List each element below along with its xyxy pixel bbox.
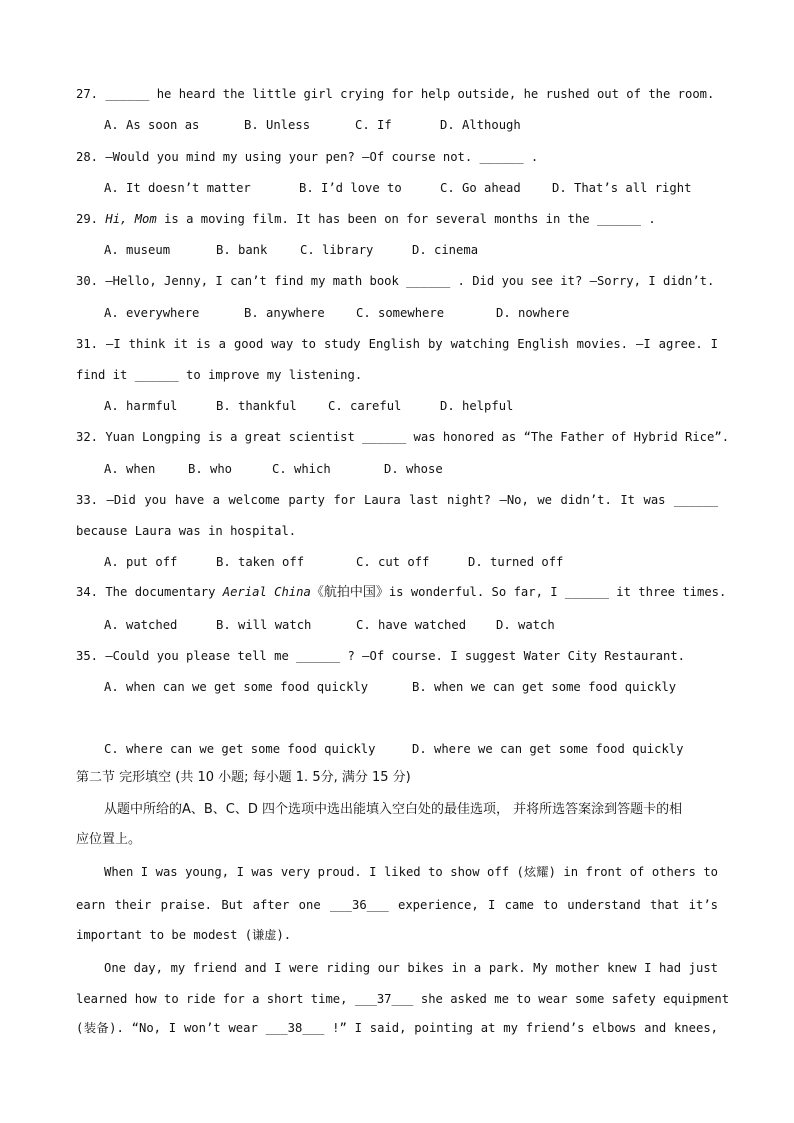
q30-option-d: D. nowhere xyxy=(496,306,570,320)
q34-option-b: B. will watch xyxy=(216,618,312,632)
q34-rest: is wonderful. So far, I ______ it three times. xyxy=(388,585,727,599)
q29-option-d: D. cinema xyxy=(412,243,479,257)
section-2-title: 第二节 完形填空 (共 10 小题; 每小题 1. 5分, 满分 15 分) xyxy=(76,770,411,785)
q35-option-c: C. where can we get some food quickly xyxy=(104,742,376,756)
question-27-stem: 27. ______ he heard the little girl crying for help outside, he rushed out of the room. xyxy=(76,87,715,101)
question-29-stem xyxy=(76,211,656,227)
q34-doc-title: Aerial China xyxy=(222,585,311,599)
q27-option-b: B. Unless xyxy=(244,118,311,132)
q29-option-a: A. museum xyxy=(104,243,171,257)
q28-option-a: A. It doesn’t matter xyxy=(104,181,251,195)
q27-option-a: A. As soon as xyxy=(104,118,200,132)
question-33-stem-line2: because Laura was in hospital. xyxy=(76,524,297,538)
question-33-stem-line1: 33. —Did you have a welcome party for Laura last night? —No, we didn’t. It was ______ xyxy=(76,493,718,507)
q30-option-c: C. somewhere xyxy=(356,306,445,320)
question-31-stem-line1: 31. —I think it is a good way to study English by watching English movies. —I agree. I xyxy=(76,337,718,351)
q31-option-d: D. helpful xyxy=(440,399,514,413)
passage-p2-line3: (装备). “No, I won’t wear ___38___ !” I said, pointing at my friend’s elbows and knees, xyxy=(76,1021,718,1035)
question-32-stem: 32. Yuan Longping is a great scientist ______ was honored as “The Father of Hybrid Rice”. xyxy=(76,430,730,444)
question-28-stem: 28. —Would you mind my using your pen? —Of course not. ______ . xyxy=(76,150,539,164)
q34-number: 34. The documentary xyxy=(76,585,223,599)
passage-p2-line2: learned how to ride for a short time, ___37___ she asked me to wear some safety equipment xyxy=(76,992,730,1006)
q32-option-b: B. who xyxy=(188,462,233,476)
q33-option-a: A. put off xyxy=(104,555,178,569)
question-30-stem: 30. —Hello, Jenny, I can’t find my math book ______ . Did you see it? —Sorry, I didn’t. xyxy=(76,274,715,288)
q31-option-a: A. harmful xyxy=(104,399,178,413)
q34-chinese-title: 《航拍中国》 xyxy=(310,585,389,600)
q33-option-d: D. turned off xyxy=(468,555,564,569)
q34-option-a: A. watched xyxy=(104,618,178,632)
q29-film-title: Hi, Mom xyxy=(105,212,157,226)
q29-number: 29. xyxy=(76,212,99,226)
q34-option-c: C. have watched xyxy=(356,618,467,632)
question-31-stem-line2: find it ______ to improve my listening. xyxy=(76,368,363,382)
q27-option-d: D. Although xyxy=(440,118,521,132)
section-2-instruction-line2: 应位置上。 xyxy=(76,832,142,847)
q31-option-c: C. careful xyxy=(328,399,402,413)
q29-rest: is a moving film. It has been on for several months in the ______ . xyxy=(156,212,656,226)
q35-option-b: B. when we can get some food quickly xyxy=(412,680,677,694)
q29-option-b: B. bank xyxy=(216,243,268,257)
q35-option-a: A. when can we get some food quickly xyxy=(104,680,369,694)
q31-option-b: B. thankful xyxy=(216,399,297,413)
passage-p2-line1: One day, my friend and I were riding our bikes in a park. My mother knew I had just xyxy=(104,961,718,975)
q28-option-d: D. That’s all right xyxy=(552,181,692,195)
q33-option-c: C. cut off xyxy=(356,555,430,569)
q28-option-b: B. I’d love to xyxy=(299,181,402,195)
passage-p1-line3: important to be modest (谦虚). xyxy=(76,928,292,942)
question-34-stem xyxy=(76,584,726,601)
q30-option-b: B. anywhere xyxy=(244,306,325,320)
q33-option-b: B. taken off xyxy=(216,555,305,569)
q27-option-c: C. If xyxy=(355,118,392,132)
q30-option-a: A. everywhere xyxy=(104,306,200,320)
section-2-instruction-line1: 从题中所给的A、B、C、D 四个选项中选出能填入空白处的最佳选项， 并将所选答案涂到答题卡的相 xyxy=(104,802,683,817)
q32-option-c: C. which xyxy=(272,462,331,476)
question-35-stem: 35. —Could you please tell me ______ ? —Of course. I suggest Water City Restaurant. xyxy=(76,649,686,663)
q32-option-d: D. whose xyxy=(384,462,443,476)
q34-option-d: D. watch xyxy=(496,618,555,632)
passage-p1-line1: When I was young, I was very proud. I liked to show off (炫耀) in front of others to xyxy=(104,865,718,879)
q32-option-a: A. when xyxy=(104,462,156,476)
q29-option-c: C. library xyxy=(300,243,374,257)
q35-option-d: D. where we can get some food quickly xyxy=(412,742,684,756)
q28-option-c: C. Go ahead xyxy=(440,181,521,195)
passage-p1-line2: earn their praise. But after one ___36___ experience, I came to understand that it’s xyxy=(76,898,718,912)
